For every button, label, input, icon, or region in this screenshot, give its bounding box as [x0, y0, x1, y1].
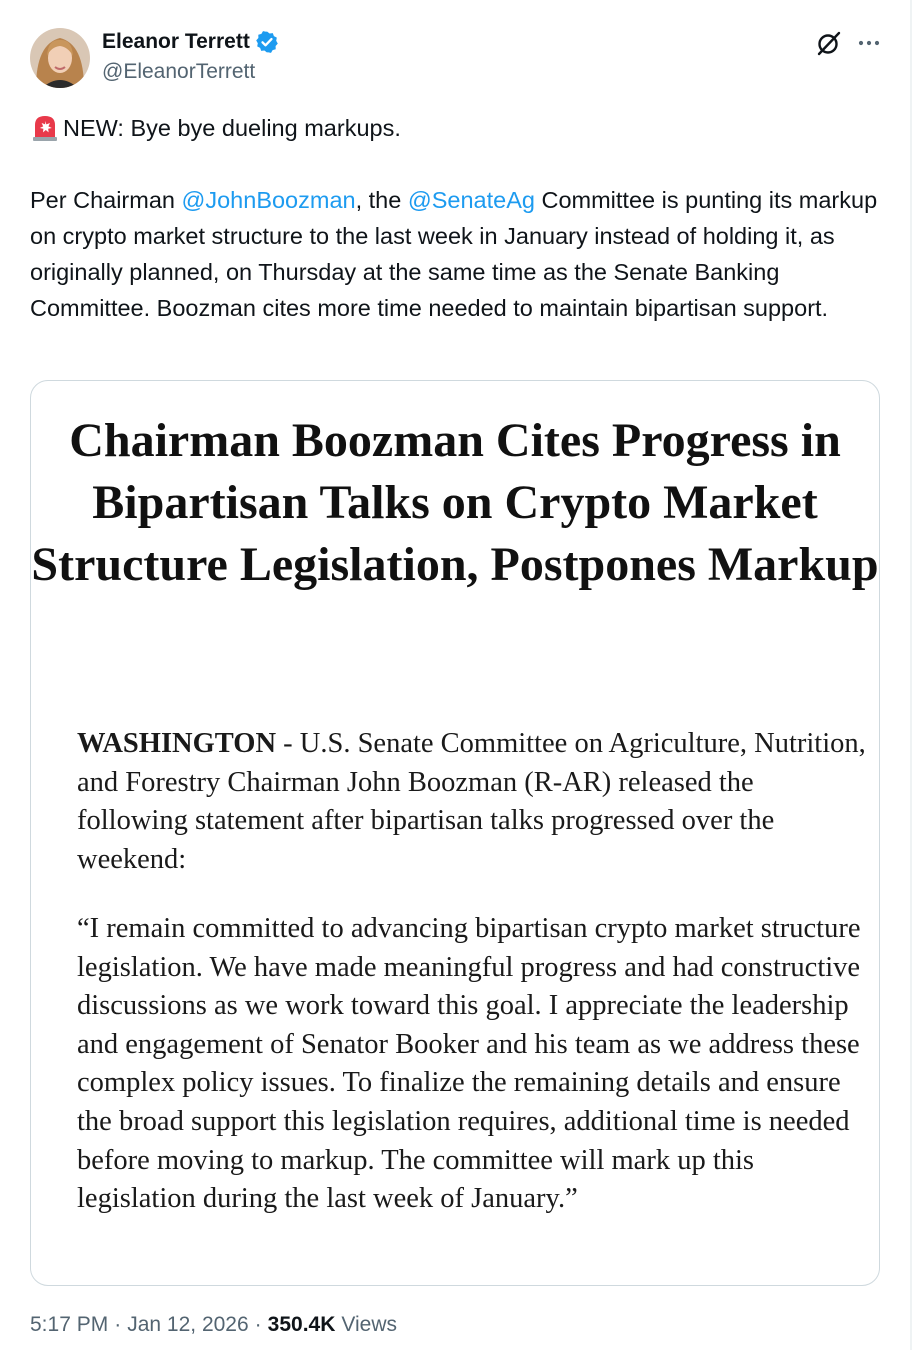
- tweet-meta: [30, 1313, 397, 1337]
- avatar[interactable]: [30, 28, 90, 88]
- press-release-quote: “I remain committed to advancing bipartisan crypto market structure legislation. We have made meaningful progress and had constructive discussions as we work toward this goal. I appreciate the leadership and engagement of Senator Booker and his team as we address these complex policy issues. To finalize the remaining details and ensure the broad support this legislation requires, additional time is needed before moving to markup. The committee will mark up this legislation during the last week of January.”: [77, 913, 861, 1215]
- tweet-headline-line: [30, 110, 878, 146]
- tweet-text: [30, 110, 878, 326]
- author-handle[interactable]: @EleanorTerrett: [102, 60, 256, 83]
- header-actions: [816, 30, 882, 56]
- press-release-title: Chairman Boozman Cites Progress in Bipartisan Talks on Crypto Market Structure Legislation, Postpones Markup: [31, 414, 879, 591]
- author-info: [102, 30, 279, 84]
- tweet-headline: NEW: Bye bye dueling markups.: [63, 115, 401, 141]
- mention-senateag-link[interactable]: @SenateAg: [407, 187, 535, 213]
- meta-separator: ·: [114, 1313, 122, 1336]
- mention-johnboozman-link[interactable]: @JohnBoozman: [181, 187, 356, 213]
- tweet-text-rest: Committee is punting its markup on crypto market structure to the last week in January instead of holding it, as originally planned, on Thursday at the same time as the Senate Banking Committee. Boozman cites more time needed to maintain bipartisan support.: [30, 187, 878, 321]
- press-release-paragraph-1: [77, 725, 867, 879]
- verified-badge-icon: [255, 30, 279, 54]
- tweet-paragraph: [30, 182, 878, 326]
- paragraph-gap: [30, 146, 878, 182]
- rotating-light-icon: [30, 113, 60, 143]
- grok-icon[interactable]: [816, 30, 842, 56]
- tweet-text-prefix: Per Chairman: [30, 187, 182, 213]
- more-options-icon[interactable]: [856, 30, 882, 56]
- views-count: 350.4K: [267, 1313, 336, 1336]
- press-release-dateline: WASHINGTON: [77, 728, 277, 759]
- tweet-time-link[interactable]: 5:17 PM: [30, 1313, 109, 1336]
- press-release-paragraph-1-text: - U.S. Senate Committee on Agriculture, Nutrition, and Forestry Chairman John Boozman (R-AR) released the following statement after bipartisan talks progressed over the weekend:: [77, 728, 866, 875]
- tweet-text-between: , the: [355, 187, 408, 213]
- views-label: Views: [341, 1313, 398, 1336]
- author-display-name[interactable]: Eleanor Terrett: [102, 30, 250, 53]
- tweet-date-link[interactable]: Jan 12, 2026: [127, 1313, 249, 1336]
- tweet-header: [30, 28, 882, 90]
- meta-separator: ·: [254, 1313, 262, 1336]
